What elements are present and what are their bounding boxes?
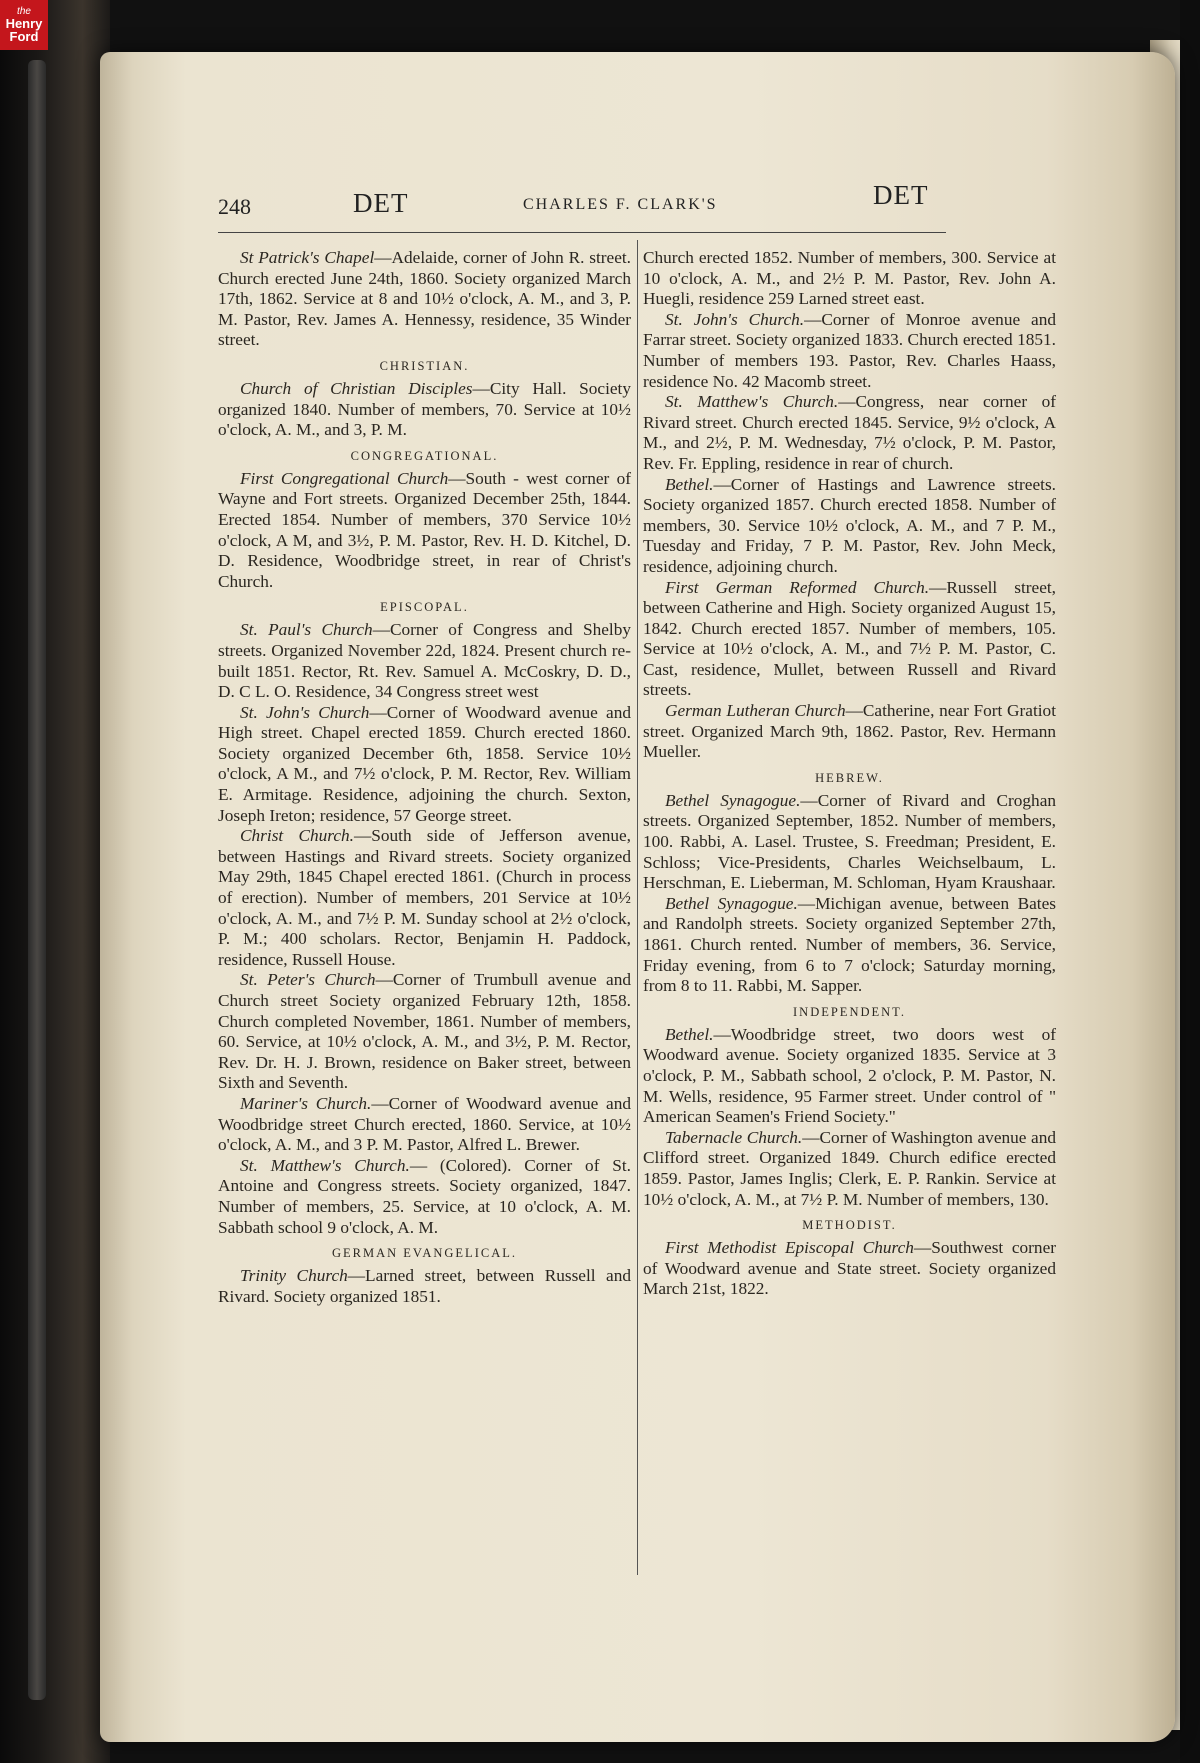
section-heading: METHODIST. <box>802 1218 897 1233</box>
entry: First Methodist Episcopal Church—Southwest corner of Woodward avenue and State street. Society organized March 21st, 1822. <box>643 1238 1056 1299</box>
left-column <box>218 248 631 1307</box>
section-heading: INDEPENDENT. <box>793 1004 906 1019</box>
entry: Tabernacle Church.—Corner of Washington avenue and Clifford street. Organized 1849. Church edifice erected 1859. Pastor, James Inglis; Clerk, E. P. Rankin. Service at 10½ o'clock, A. M., at 7½ P. M. Number of members, 130. <box>643 1127 1056 1209</box>
henry-ford-logo: the Henry Ford <box>0 0 48 50</box>
entry: Church of Christian Disciples—City Hall. Society organized 1840. Number of members, 70. Service at 10½ o'clock, A. M., and 3, P. M. <box>218 378 631 440</box>
entry: Christ Church.—South side of Jefferson avenue, between Hastings and Rivard streets. Society organized May 29th, 1845 Chapel erected 1861. (Church in process of erection). Number of members, 201 Service at 10½ o'clock, A. M., and 7½ P. M. Sunday school at 2½ o'clock, P. M.; 400 scholars. Rector, Benjamin H. Paddock, residence, Russell House. <box>218 826 631 969</box>
spine-binding <box>28 60 46 1700</box>
entry: St. Peter's Church—Corner of Trumbull avenue and Church street Society organized February 12th, 1858. Church completed November, 1861. Number of members, 60. Service, at 10½ o'clock, A. M., and 3½, P. M. Rector, Rev. Dr. H. J. Brown, residence on Baker street, between Sixth and Seventh. <box>218 970 632 1093</box>
section-heading: EPISCOPAL. <box>380 600 469 615</box>
entry: First Congregational Church—South - west corner of Wayne and Fort streets. Organized December 25th, 1844. Erected 1854. Number of members, 370 Service 10½ o'clock, A M, and 3½, P. M. Pastor, Rev. H. D. Kitchel, D. D. Residence, Woodbridge street, in rear of Christ's Church. <box>218 468 632 591</box>
entry: Bethel Synagogue.—Michigan avenue, between Bates and Randolph streets. Society organized September 27th, 1861. Church rented. Number of members, 36. Service, Friday evening, from 6 to 7 o'clock; Saturday morning, from 8 to 11. Rabbi, M. Sapper. <box>643 893 1056 996</box>
page-header <box>218 180 943 222</box>
entry: St. John's Church—Corner of Woodward avenue and High street. Chapel erected 1859. Church erected 1860. Society organized December 6th, 1858. Service 10½ o'clock, A M., and 7½ o'clock, P. M. Rector, Rev. William E. Armitage. Residence, adjoining the church. Sexton, Joseph Ireton; residence, 57 George street. <box>218 702 631 825</box>
entry: First German Reformed Church.—Russell street, between Catherine and High. Society organized August 15, 1842. Church erected 1857. Number of members, 105. Service at 10½ o'clock, A. M., and 7½ P. M. Pastor, C. Cast, residence, Mullet, between Russell and Rivard streets. <box>643 577 1056 700</box>
page-number: 248 <box>218 194 251 219</box>
section-heading: GERMAN EVANGELICAL. <box>332 1246 517 1261</box>
header-rule <box>218 232 946 233</box>
entry: Mariner's Church.—Corner of Woodward avenue and Woodbridge street Church erected, 1860. Service, at 10½ o'clock, A. M., and 3 P. M. Pastor, Alfred L. Brewer. <box>218 1093 631 1155</box>
entry: St. John's Church.—Corner of Monroe avenue and Farrar street. Society organized 1833. Church erected 1851. Number of members 193. Pastor, Rev. Charles Haass, residence No. 42 Macomb street. <box>643 309 1056 391</box>
entry: Bethel.—Woodbridge street, two doors west of Woodward avenue. Society organized 1835. Service at 3 o'clock, P. M., Sabbath school, 2 o'clock, P. M. Pastor, N. M. Wells, residence, 95 Farmer street. Under control of " American Seamen's Friend Society." <box>643 1024 1056 1127</box>
entry: German Lutheran Church—Catherine, near Fort Gratiot street. Organized March 9th, 1862. Pastor, Rev. Hermann Mueller. <box>643 701 1057 762</box>
left-keyword: DET <box>353 188 409 218</box>
entry: St. Matthew's Church.—Congress, near corner of Rivard street. Church erected 1845. Service, 9½ o'clock, A M., and 2½, P. M. Wednesday, 7½ o'clock, P. M. Pastor, Rev. Fr. Eppling, residence in rear of church. <box>643 392 1056 473</box>
section-heading: CONGREGATIONAL. <box>350 448 499 463</box>
entry: Trinity Church—Larned street, between Russell and Rivard. Society organized 1851. <box>218 1266 631 1306</box>
entry-continuation: Church erected 1852. Number of members, 300. Service at 10 o'clock, A. M., and 2½ P. M. Pastor, Rev. John A. Huegli, residence 259 Larned street east. <box>643 248 1056 309</box>
section-heading: CHRISTIAN. <box>379 358 470 373</box>
entry: Bethel Synagogue.—Corner of Rivard and Croghan streets. Organized September, 1852. Number of members, 100. Rabbi, A. Lasel. Trustee, S. Freedman; President, E. Schloss; Vice-Presidents, Charles Weichselbaum, L. Herschman, E. Lieberman, M. Schloman, Hyam Kraushaar. <box>643 790 1057 893</box>
background-strip <box>1180 0 1200 1763</box>
book-spine <box>0 0 110 1763</box>
running-head: CHARLES F. CLARK'S <box>523 196 718 213</box>
column-divider <box>637 240 638 1575</box>
entry: Bethel.—Corner of Hastings and Lawrence streets. Society organized 1857. Church erected 1858. Number of members, 30. Service 10½ o'clock, A. M., and 7 P. M., Tuesday and Friday, 7 P. M. Pastor, Rev. John Meck, residence, adjoining church. <box>643 474 1056 576</box>
right-column <box>643 248 1056 1300</box>
entry: St. Matthew's Church.— (Colored). Corner of St. Antoine and Congress streets. Society organized, 1847. Number of members, 25. Service, at 10 o'clock, A. M. Sabbath school 9 o'clock, A. M. <box>218 1155 632 1237</box>
right-keyword: DET <box>873 180 929 210</box>
entry: St Patrick's Chapel—Adelaide, corner of John R. street. Church erected June 24th, 1860. Society organized March 17th, 1862. Service at 8 and 10½ o'clock, A. M., and 3, P. M. Pastor, Rev. James A. Hennessy, residence, 35 Winder street. <box>218 248 631 350</box>
section-heading: HEBREW. <box>815 770 884 785</box>
entry: St. Paul's Church—Corner of Congress and Shelby streets. Organized November 22d, 1824. Present church re-built 1851. Rector, Rt. Rev. Samuel A. McCoskry, D. D., D. C L. O. Residence, 34 Congress street west <box>218 620 631 702</box>
